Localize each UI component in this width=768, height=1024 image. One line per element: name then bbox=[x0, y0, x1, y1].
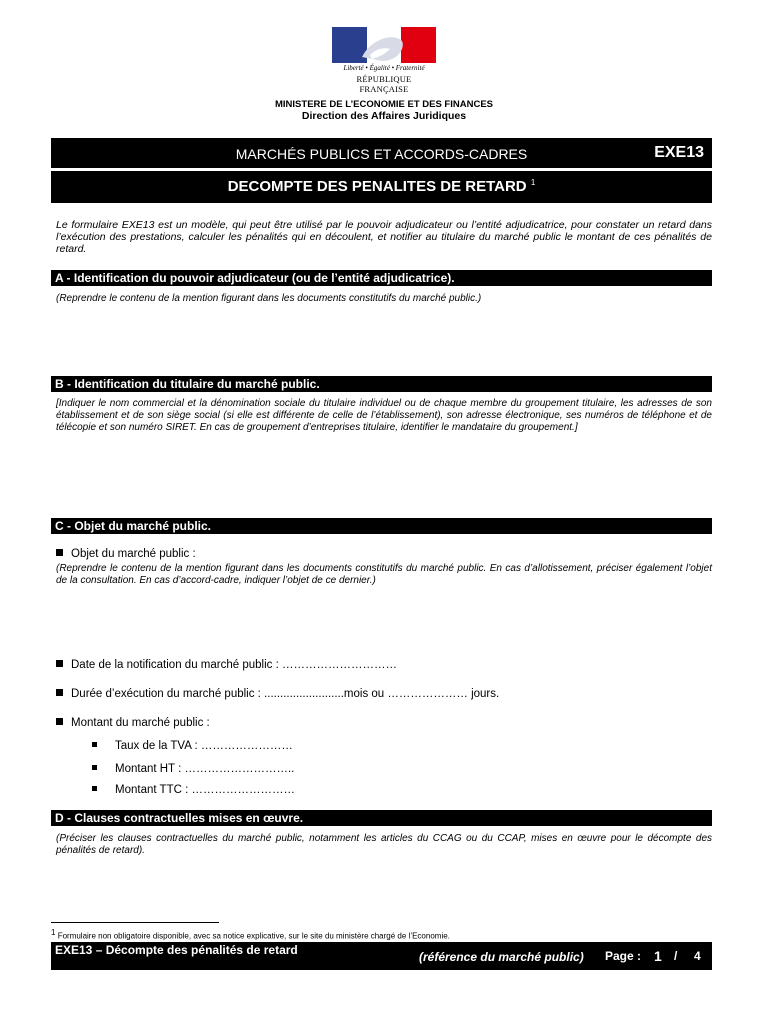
section-a-title: A - Identification du pouvoir adjudicateur (ou de l’entité adjudicatrice). bbox=[55, 271, 455, 285]
footnote-divider bbox=[51, 922, 219, 923]
form-title bbox=[51, 178, 712, 195]
footnote bbox=[51, 928, 450, 941]
section-c-header bbox=[51, 518, 712, 534]
footer-page-label: Page : bbox=[605, 949, 642, 963]
marianne-flag-icon bbox=[332, 27, 436, 63]
square-bullet-icon bbox=[56, 660, 63, 667]
logo-republic: RÉPUBLIQUE FRANÇAISE bbox=[356, 74, 412, 94]
form-code: EXE13 bbox=[654, 144, 704, 161]
intro-text: Le formulaire EXE13 est un modèle, qui peut être utilisé par le pouvoir adjudicateur ou l’entité adjudicatrice, pour constater un retard dans l’exécution des prestations, calculer les pénalités qui en découlent, et notifier au titulaire du marché public le montant de ces pénalités de retard. bbox=[56, 219, 712, 255]
header-subtitle-bar bbox=[51, 138, 712, 168]
section-b-header bbox=[51, 376, 712, 392]
ht-text: Montant HT : ……………………….. bbox=[115, 763, 295, 775]
amount-item bbox=[56, 717, 210, 729]
footer-page-total: 4 bbox=[694, 949, 701, 963]
section-b-note: [Indiquer le nom commercial et la dénomination sociale du titulaire individuel ou de chaque membre du groupement titulaire, les adresses de son établissement et de son siège social (si elle est différente de celle de l’établissement), son adresse électronique, ses numéros de téléphone et de télécopie et son numéro SIRET. En cas de groupement d’entreprises titulaire, identifier le mandataire du groupement.] bbox=[56, 398, 712, 433]
section-a-header bbox=[51, 270, 712, 286]
form-title-text: DECOMPTE DES PENALITES DE RETARD bbox=[227, 178, 527, 195]
section-b-title: B - Identification du titulaire du marché public. bbox=[55, 377, 320, 391]
ttc-text: Montant TTC : ……………………… bbox=[115, 784, 295, 796]
notification-date-text: Date de la notification du marché public : ………………………… bbox=[71, 659, 397, 671]
ministry-name: MINISTERE DE L’ECONOMIE ET DES FINANCES bbox=[275, 99, 493, 110]
section-a-note: (Reprendre le contenu de la mention figurant dans les documents constitutifs du marché public.) bbox=[56, 293, 482, 304]
section-d-title: D - Clauses contractuelles mises en œuvre. bbox=[55, 811, 304, 825]
footnote-text: Formulaire non obligatoire disponible, avec sa notice explicative, sur le site du ministère chargé de l’Economie. bbox=[57, 931, 450, 941]
footer-reference: (référence du marché public) bbox=[419, 950, 584, 964]
vat-item bbox=[92, 740, 293, 752]
section-d-header bbox=[51, 810, 712, 826]
small-square-bullet-icon bbox=[92, 742, 97, 747]
republique-francaise-logo bbox=[332, 27, 436, 94]
footer-bar bbox=[51, 942, 712, 970]
ministry-direction: Direction des Affaires Juridiques bbox=[301, 110, 467, 122]
small-square-bullet-icon bbox=[92, 786, 97, 791]
header-subtitle: MARCHÉS PUBLICS ET ACCORDS-CADRES bbox=[235, 146, 528, 162]
square-bullet-icon bbox=[56, 718, 63, 725]
duration-item bbox=[56, 688, 499, 700]
amount-text: Montant du marché public : bbox=[71, 717, 210, 729]
object-label: Objet du marché public : bbox=[71, 548, 196, 560]
header-title-bar bbox=[51, 171, 712, 203]
footer-page-separator: / bbox=[674, 949, 678, 963]
ttc-item bbox=[92, 784, 295, 796]
section-d-note: (Préciser les clauses contractuelles du marché public, notamment les articles du CCAG ou du CCAP, mises en œuvre pour le décompte des pénalités de retard). bbox=[56, 833, 712, 856]
footer-page-number: 1 bbox=[654, 948, 662, 964]
footer-form-name: EXE13 – Décompte des pénalités de retard bbox=[55, 943, 298, 957]
footnote-mark: 1 bbox=[51, 928, 56, 937]
small-square-bullet-icon bbox=[92, 765, 97, 770]
object-label-item bbox=[56, 548, 196, 560]
duration-text: Durée d’exécution du marché public : .........................mois ou ………………… jours. bbox=[71, 688, 500, 700]
object-note: (Reprendre le contenu de la mention figurant dans les documents constitutifs du marché public. En cas d’allotissement, préciser également l’objet de la consultation. En cas d’accord-cadre, indiquer l’objet de ce dernier.) bbox=[56, 563, 712, 586]
square-bullet-icon bbox=[56, 689, 63, 696]
ht-item bbox=[92, 763, 294, 775]
section-c-title: C - Objet du marché public. bbox=[55, 519, 212, 533]
form-title-footnote-mark: 1 bbox=[530, 178, 536, 187]
vat-text: Taux de la TVA : …………………… bbox=[115, 740, 293, 752]
notification-date-item bbox=[56, 659, 397, 671]
logo-motto: Liberté • Égalité • Fraternité bbox=[343, 64, 425, 72]
square-bullet-icon bbox=[56, 549, 63, 556]
